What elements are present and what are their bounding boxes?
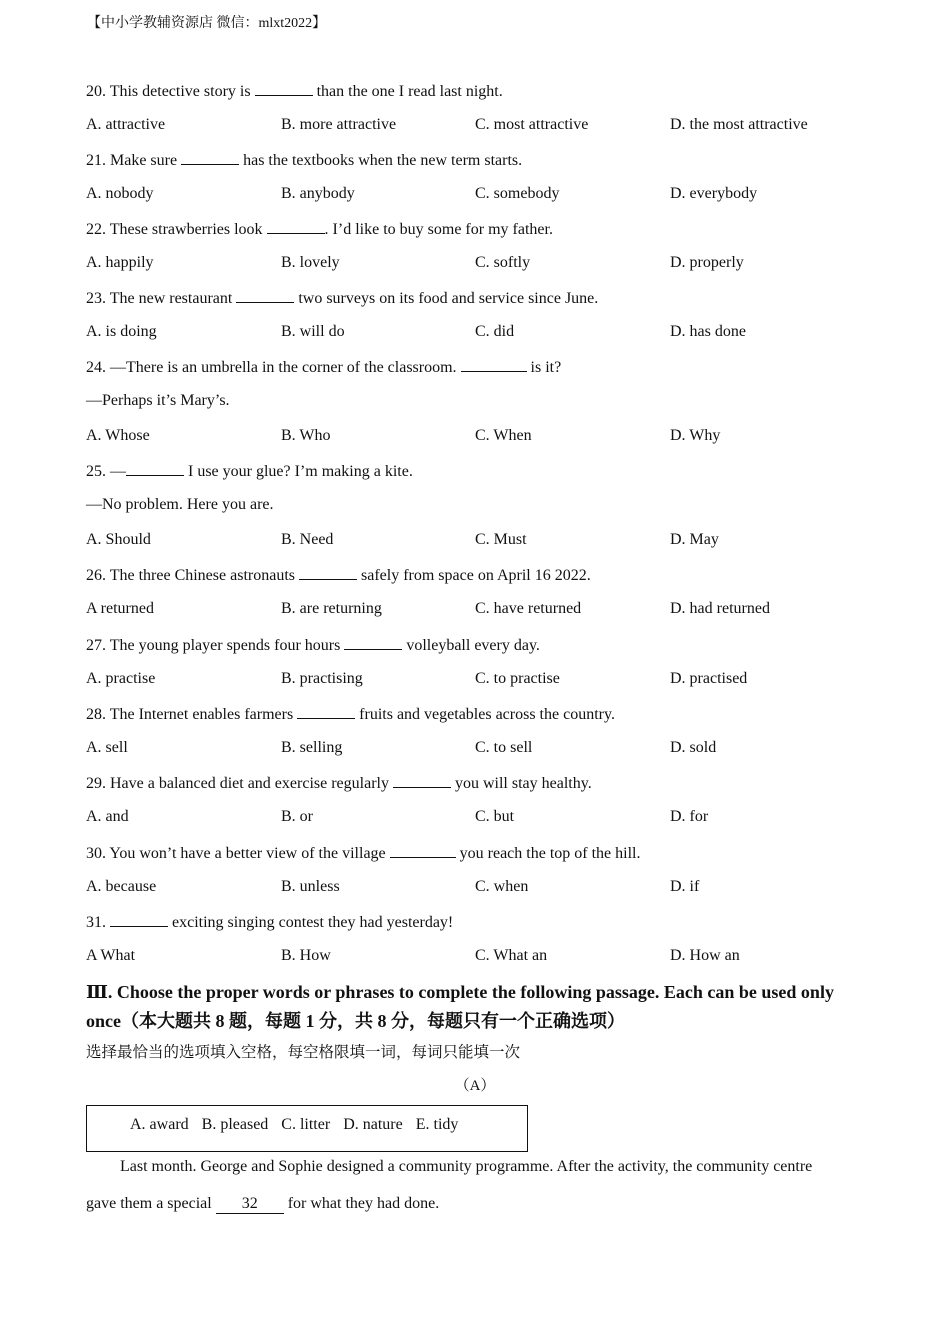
answer-blank — [255, 81, 313, 96]
question-stem-end: has the textbooks when the new term starts. — [239, 152, 523, 169]
option-a[interactable]: A. sell — [86, 739, 128, 756]
question-stem-end: you will stay healthy. — [450, 775, 592, 792]
answer-blank — [299, 565, 357, 580]
option-a[interactable]: A What — [86, 947, 136, 964]
option-b[interactable]: B. lovely — [281, 254, 340, 271]
part-label: （A） — [454, 1078, 496, 1094]
options-20 — [86, 116, 866, 138]
option-d[interactable]: D. everybody — [670, 185, 758, 202]
option-d[interactable]: D. has done — [670, 323, 746, 340]
options-27 — [86, 670, 866, 692]
option-d[interactable]: D. sold — [670, 739, 717, 756]
option-a[interactable]: A. is doing — [86, 323, 157, 340]
passage-line-1: Last month. George and Sophie designed a community programme. After the activity, the community centre — [120, 1158, 813, 1175]
option-d[interactable]: D. for — [670, 808, 709, 825]
question-stem: 21. Make sure — [86, 152, 182, 169]
options-26 — [86, 600, 866, 622]
question-stem: 20. This detective story is — [86, 83, 255, 100]
options-30 — [86, 878, 866, 900]
question-stem: 28. The Internet enables farmers — [86, 706, 298, 723]
option-c[interactable]: C. What an — [475, 947, 548, 964]
option-d[interactable]: D. the most attractive — [670, 116, 808, 133]
option-a[interactable]: A. happily — [86, 254, 154, 271]
answer-blank — [461, 357, 527, 372]
option-c[interactable]: C. softly — [475, 254, 531, 271]
option-b[interactable]: B. Need — [281, 531, 334, 548]
option-a[interactable]: A. attractive — [86, 116, 166, 133]
option-d[interactable]: D. if — [670, 878, 700, 895]
question-21 — [86, 150, 522, 170]
option-a[interactable]: A. nobody — [86, 185, 154, 202]
word-bank-box — [86, 1105, 528, 1152]
question-stem: 30. You won’t have a better view of the village — [86, 845, 390, 862]
answer-blank — [344, 635, 402, 650]
answer-blank — [181, 150, 239, 165]
question-stem: 25. — — [86, 463, 126, 480]
options-22 — [86, 254, 866, 276]
section-title: Ⅲ. Choose the proper words or phrases to complete the following passage. Each can be used only once（本大题共 8 题，每题 1 分，共 8 分，每题只有一个正确选项） — [86, 982, 834, 1031]
option-a[interactable]: A. Whose — [86, 427, 150, 444]
question-stem: 24. —There is an umbrella in the corner of the classroom. — [86, 359, 461, 376]
option-c[interactable]: C. When — [475, 427, 532, 444]
option-c[interactable]: C. to sell — [475, 739, 533, 756]
answer-blank-32: 32 — [216, 1195, 284, 1214]
option-a[interactable]: A. because — [86, 878, 157, 895]
option-c[interactable]: C. when — [475, 878, 529, 895]
option-c[interactable]: C. most attractive — [475, 116, 589, 133]
option-c[interactable]: C. but — [475, 808, 515, 825]
word-option: E. tidy — [415, 1116, 459, 1133]
question-27 — [86, 635, 540, 655]
answer-blank — [393, 773, 451, 788]
option-c[interactable]: C. have returned — [475, 600, 582, 617]
question-25 — [86, 461, 413, 481]
answer-blank — [236, 288, 294, 303]
question-stem: 23. The new restaurant — [86, 290, 237, 307]
options-25 — [86, 531, 866, 553]
question-28 — [86, 704, 615, 724]
question-23 — [86, 288, 598, 308]
word-option: A. award — [130, 1116, 189, 1133]
word-option: D. nature — [343, 1116, 403, 1133]
question-22 — [86, 219, 553, 239]
passage-line-2 — [86, 1195, 856, 1214]
question-26 — [86, 565, 591, 585]
option-c[interactable]: C. Must — [475, 531, 527, 548]
question-24 — [86, 357, 561, 377]
question-29 — [86, 773, 592, 793]
options-29 — [86, 808, 866, 830]
question-30 — [86, 843, 640, 863]
option-b[interactable]: B. practising — [281, 670, 363, 687]
question-stem-end: than the one I read last night. — [312, 83, 503, 100]
question-stem-end: exciting singing contest they had yesterday! — [168, 914, 454, 931]
option-d[interactable]: D. practised — [670, 670, 748, 687]
question-stem: 26. The three Chinese astronauts — [86, 567, 299, 584]
options-23 — [86, 323, 866, 345]
option-c[interactable]: C. somebody — [475, 185, 560, 202]
section-subtitle: 选择最恰当的选项填入空格，每空格限填一词，每词只能填一次 — [86, 1044, 521, 1061]
question-stem-end: volleyball every day. — [402, 637, 540, 654]
option-b[interactable]: B. are returning — [281, 600, 382, 617]
answer-blank — [267, 219, 325, 234]
question-stem-end: safely from space on April 16 2022. — [356, 567, 591, 584]
option-d[interactable]: D. How an — [670, 947, 740, 964]
option-d[interactable]: D. properly — [670, 254, 744, 271]
passage-text: gave them a special — [86, 1195, 216, 1212]
option-b[interactable]: B. Who — [281, 427, 331, 444]
answer-blank — [390, 843, 456, 858]
question-31 — [86, 912, 453, 932]
question-stem: 27. The young player spends four hours — [86, 637, 345, 654]
options-28 — [86, 739, 866, 761]
option-b[interactable]: B. unless — [281, 878, 340, 895]
word-option: B. pleased — [201, 1116, 269, 1133]
question-stem-end: you reach the top of the hill. — [455, 845, 641, 862]
option-d[interactable]: D. May — [670, 531, 719, 548]
word-bank — [130, 1116, 471, 1134]
options-21 — [86, 185, 866, 207]
question-stem-end: fruits and vegetables across the country. — [355, 706, 615, 723]
option-b[interactable]: B. or — [281, 808, 313, 825]
question-stem: 29. Have a balanced diet and exercise regularly — [86, 775, 393, 792]
passage-text-end: for what they had done. — [283, 1195, 440, 1212]
question-24-reply: —Perhaps it’s Mary’s. — [86, 392, 230, 409]
question-stem-end: . I’d like to buy some for my father. — [324, 221, 553, 238]
option-b[interactable]: B. will do — [281, 323, 345, 340]
answer-blank — [110, 912, 168, 927]
word-option: C. litter — [281, 1116, 331, 1133]
option-c[interactable]: C. to practise — [475, 670, 560, 687]
option-c[interactable]: C. did — [475, 323, 515, 340]
option-b[interactable]: B. more attractive — [281, 116, 397, 133]
answer-blank — [297, 704, 355, 719]
option-a[interactable]: A returned — [86, 600, 154, 617]
question-stem-end: I use your glue? I’m making a kite. — [184, 463, 413, 480]
question-stem-end: two surveys on its food and service since June. — [294, 290, 599, 307]
page-header: 【中小学教辅资源店 微信：mlxt2022】 — [87, 16, 327, 31]
question-20 — [86, 81, 503, 101]
options-24 — [86, 427, 866, 449]
option-d[interactable]: D. had returned — [670, 600, 770, 617]
option-d[interactable]: D. Why — [670, 427, 721, 444]
options-31 — [86, 947, 866, 969]
question-25-reply: —No problem. Here you are. — [86, 496, 274, 513]
answer-blank — [126, 461, 184, 476]
option-a[interactable]: A. Should — [86, 531, 151, 548]
question-stem: 22. These strawberries look — [86, 221, 267, 238]
option-a[interactable]: A. and — [86, 808, 129, 825]
option-b[interactable]: B. selling — [281, 739, 343, 756]
question-stem: 31. — [86, 914, 110, 931]
question-stem-end: is it? — [526, 359, 562, 376]
option-a[interactable]: A. practise — [86, 670, 156, 687]
option-b[interactable]: B. anybody — [281, 185, 355, 202]
option-b[interactable]: B. How — [281, 947, 331, 964]
